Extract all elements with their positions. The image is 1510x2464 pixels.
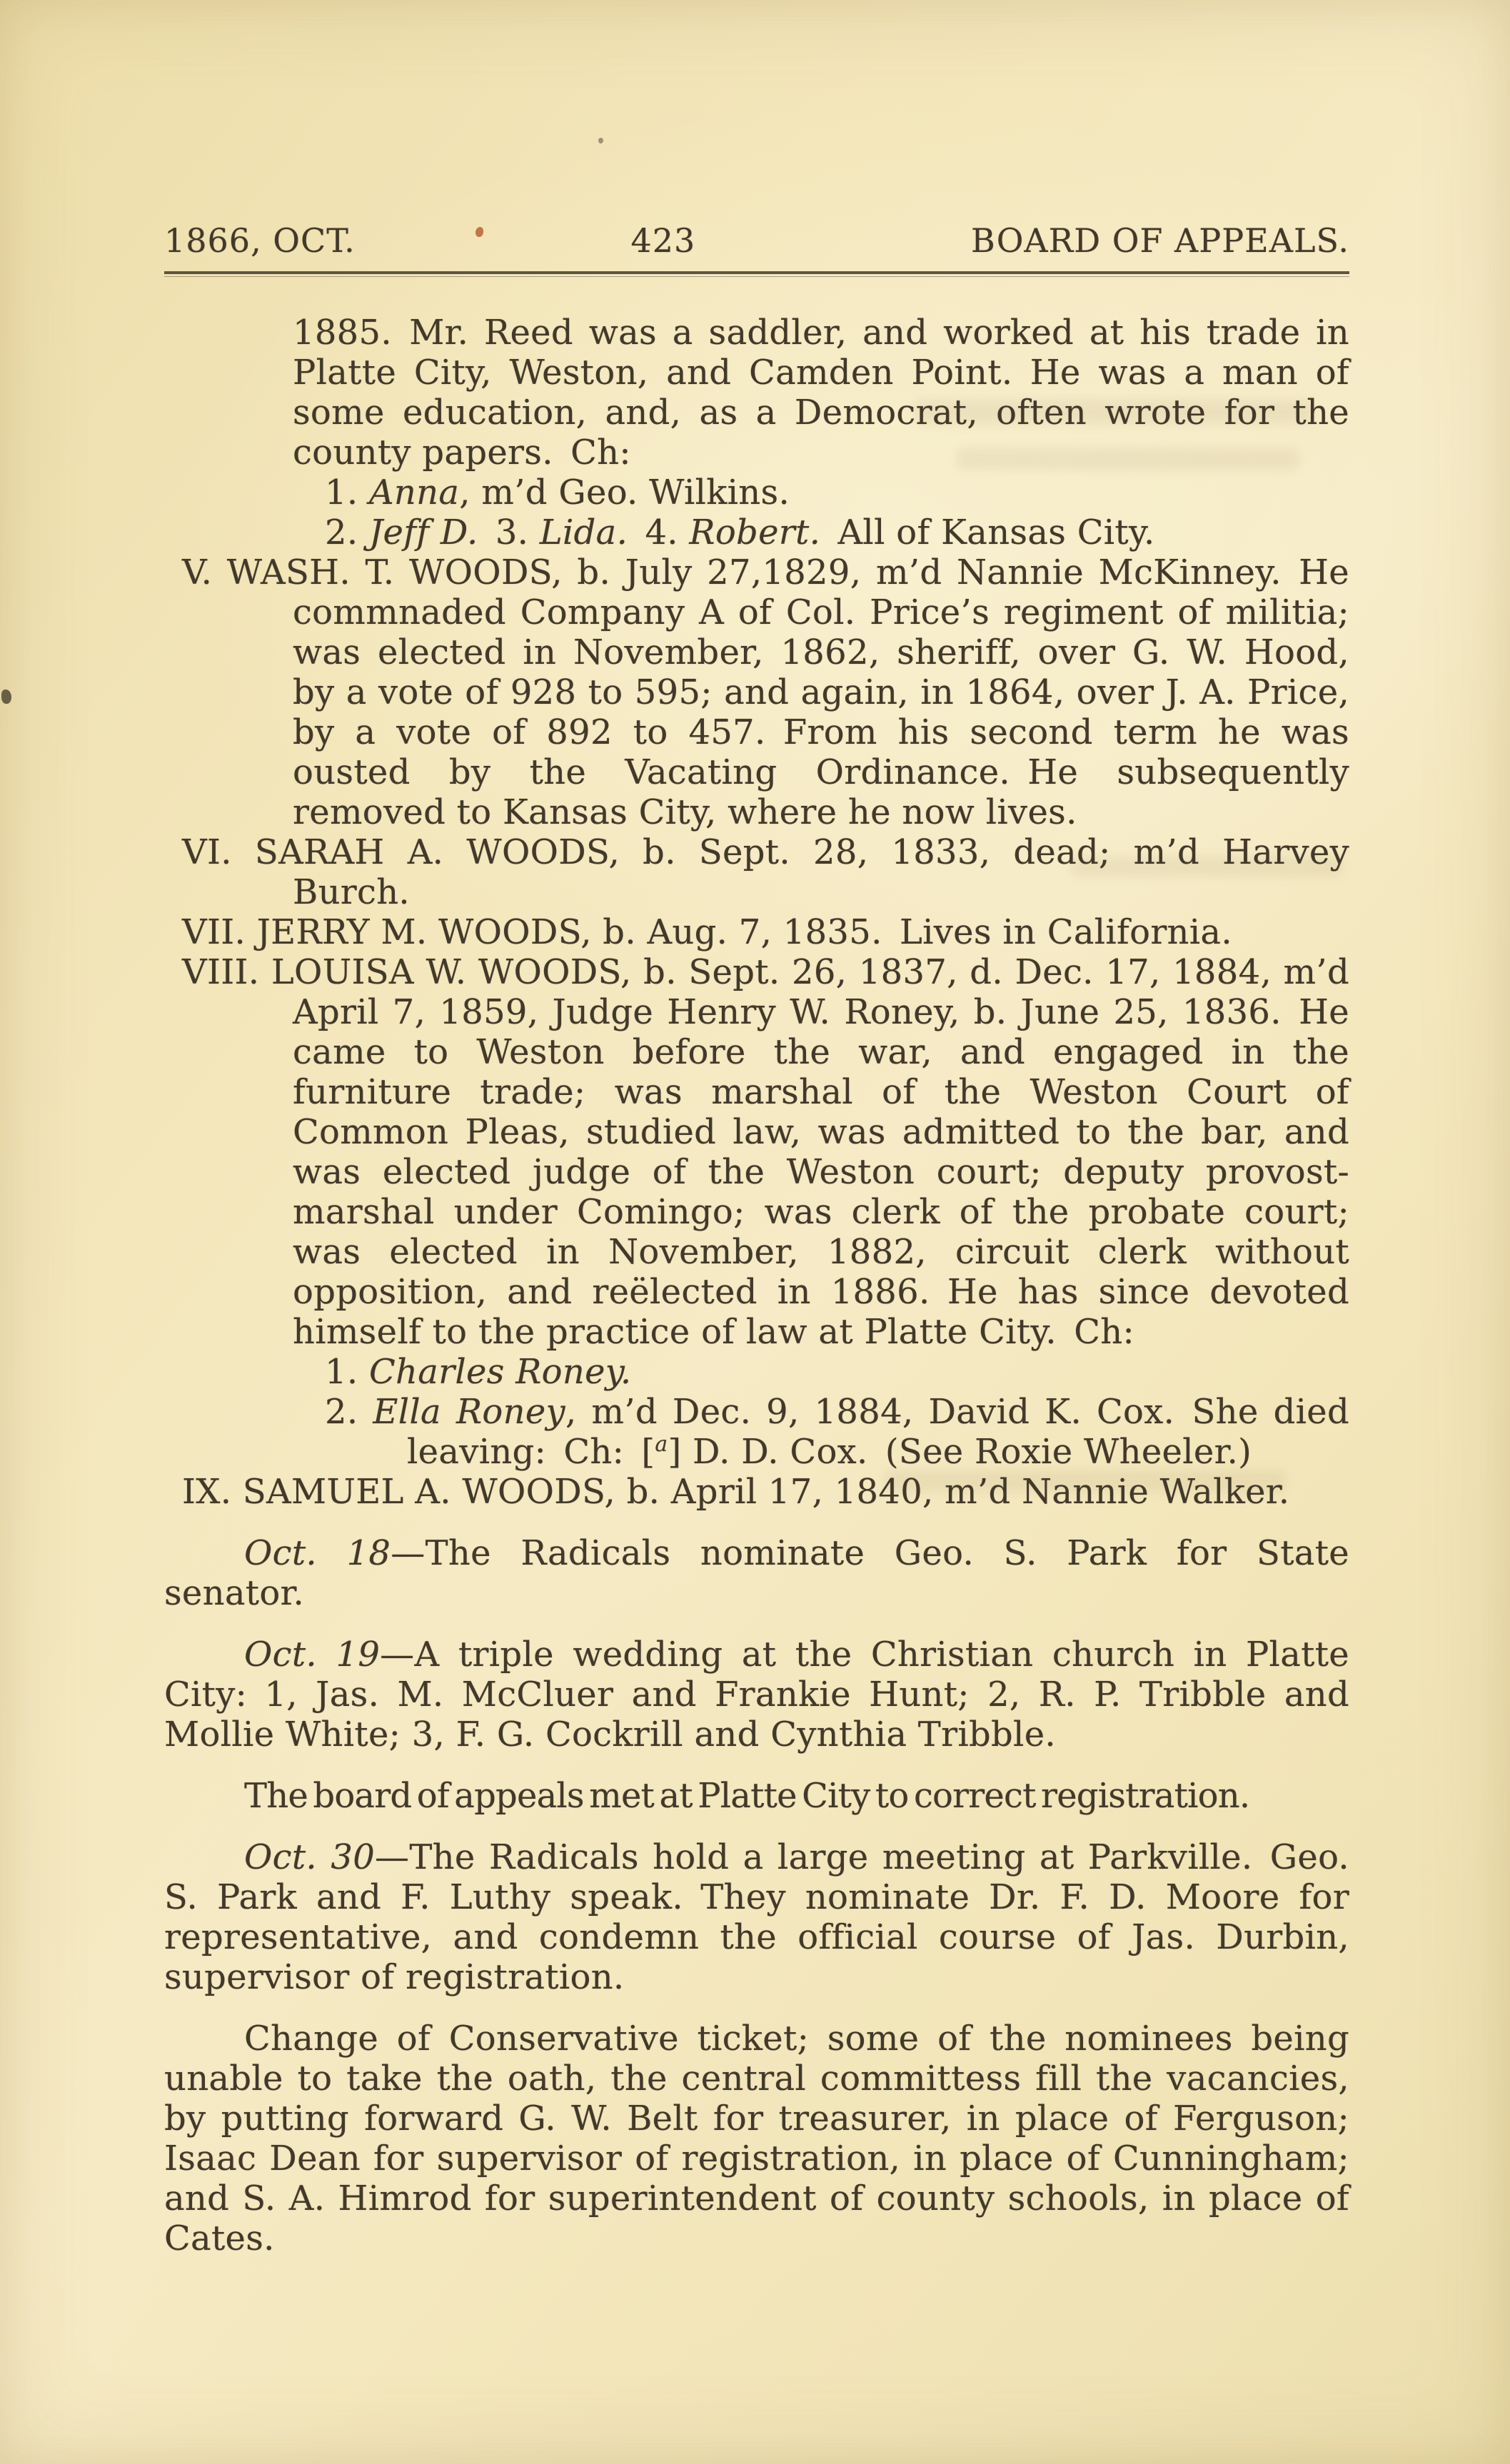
text-run: 1885. Mr. Reed was a saddler, and worked at his trade in Platte City, Weston, and Camden Point. He was a man of some education, and, as a Democrat, often wrote for the county papers. Ch:	[293, 313, 1349, 473]
page-number: 423	[630, 221, 696, 260]
italic-text-run: Oct. 30	[244, 1837, 376, 1877]
genealogy-section	[164, 912, 1349, 952]
text-column	[164, 221, 1349, 2258]
text-run: 2.	[325, 513, 369, 552]
child-entry	[164, 513, 1349, 552]
text-run: 4.	[628, 513, 690, 552]
journal-entry	[164, 1533, 1349, 1613]
text-run: VIII. LOUISA W. WOODS, b. Sept. 26, 1837, d. Dec. 17, 1884, m’d April 7, 1859, Judge Henry W. Roney, b. June 25, 1836. He came to Weston before the war, and engaged in the furniture trade; was marshal of the Weston Court of Common Pleas, studied law, was admitted to the bar, and was elected judge of the Weston court; deputy provost-marshal under Comingo; was clerk of the probate court; was elected in November, 1882, circuit clerk without opposition, and reëlected in 1886. He has since devoted himself to the practice of law at Platte City. Ch:	[182, 952, 1349, 1352]
continuation-paragraph	[164, 313, 1349, 473]
text-run: —The Radicals nominate Geo. S. Park for State senator.	[164, 1533, 1350, 1613]
journal-entry	[164, 1837, 1349, 1997]
text-run: 2.	[325, 1392, 373, 1432]
journal-entry	[164, 1635, 1349, 1754]
text-run: 3.	[478, 513, 540, 552]
italic-text-run: Anna	[368, 473, 460, 513]
italic-text-run: Ella Roney	[373, 1392, 565, 1432]
genealogy-section	[164, 952, 1349, 1352]
text-run: —A triple wedding at the Christian church in Platte City: 1, Jas. M. McCluer and Frankie Hunt; 2, R. P. Tribble and Mollie White; 3, F. G. Cockrill and Cynthia Tribble.	[164, 1635, 1350, 1754]
text-run: , m’d Dec. 9, 1884, David K. Cox. She died leaving: Ch: [	[407, 1392, 1349, 1472]
text-run: IX. SAMUEL A. WOODS, b. April 17, 1840, m’d Nannie Walker.	[182, 1472, 1290, 1512]
header-rule	[164, 271, 1349, 277]
superscript-note: a	[655, 1432, 668, 1457]
text-run: VI. SARAH A. WOODS, b. Sept. 28, 1833, dead; m’d Harvey Burch.	[182, 832, 1349, 912]
text-run: 1.	[325, 1352, 369, 1392]
document-body	[164, 313, 1349, 2258]
child-entry	[164, 1352, 1349, 1392]
italic-text-run: Oct. 18	[244, 1533, 391, 1573]
text-run: The board of appeals met at Platte City to correct registration.	[244, 1776, 1250, 1816]
text-run: ] D. D. Cox. (See Roxie Wheeler.)	[668, 1432, 1252, 1472]
text-run: —The Radicals hold a large meeting at Parkville. Geo. S. Park and F. Luthy speak. They nominate Dr. F. D. Moore for representative, and condemn the official course of Jas. Durbin, supervisor of registration.	[164, 1837, 1349, 1997]
child-entry	[164, 473, 1349, 513]
page-header	[164, 221, 1349, 260]
journal-entry	[164, 1776, 1349, 1816]
header-title: BOARD OF APPEALS.	[971, 221, 1349, 260]
text-run: All of Kansas City.	[820, 513, 1155, 552]
italic-text-run: Lida.	[539, 513, 628, 552]
genealogy-section	[164, 1472, 1349, 1512]
genealogy-section	[164, 552, 1349, 832]
genealogy-section	[164, 832, 1349, 912]
text-run: , m’d Geo. Wilkins.	[459, 473, 790, 513]
italic-text-run: Oct. 19	[244, 1635, 381, 1675]
journal-entry	[164, 2019, 1349, 2258]
child-entry	[164, 1392, 1349, 1472]
text-run: 1.	[325, 473, 369, 513]
italic-text-run: Robert.	[689, 513, 821, 552]
text-run: V. WASH. T. WOODS, b. July 27,1829, m’d Nannie McKinney. He commnaded Company A of Col. Price’s regiment of militia; was elected in November, 1862, sheriff, over G. W. Hood, by a vote of 928 to 595; and again, in 1864, over J. A. Price, by a vote of 892 to 457. From his second term he was ousted by the Vacating Ordinance. He subsequently removed to Kansas City, where he now lives.	[182, 552, 1349, 832]
italic-text-run: Jeff D.	[368, 513, 478, 552]
text-run: VII. JERRY M. WOODS, b. Aug. 7, 1835. Lives in California.	[182, 912, 1232, 952]
paper-speck	[598, 138, 603, 143]
header-date: 1866, OCT.	[164, 221, 356, 260]
italic-text-run: Charles Roney.	[368, 1352, 632, 1392]
text-run: Change of Conservative ticket; some of the nominees being unable to take the oath, the central committess fill the vacancies, by putting forward G. W. Belt for treasurer, in place of Ferguson; Isaac Dean for supervisor of registration, in place of Cunningham; and S. A. Himrod for superintendent of county schools, in place of Cates.	[164, 2019, 1349, 2258]
paper-speck	[1, 690, 11, 704]
